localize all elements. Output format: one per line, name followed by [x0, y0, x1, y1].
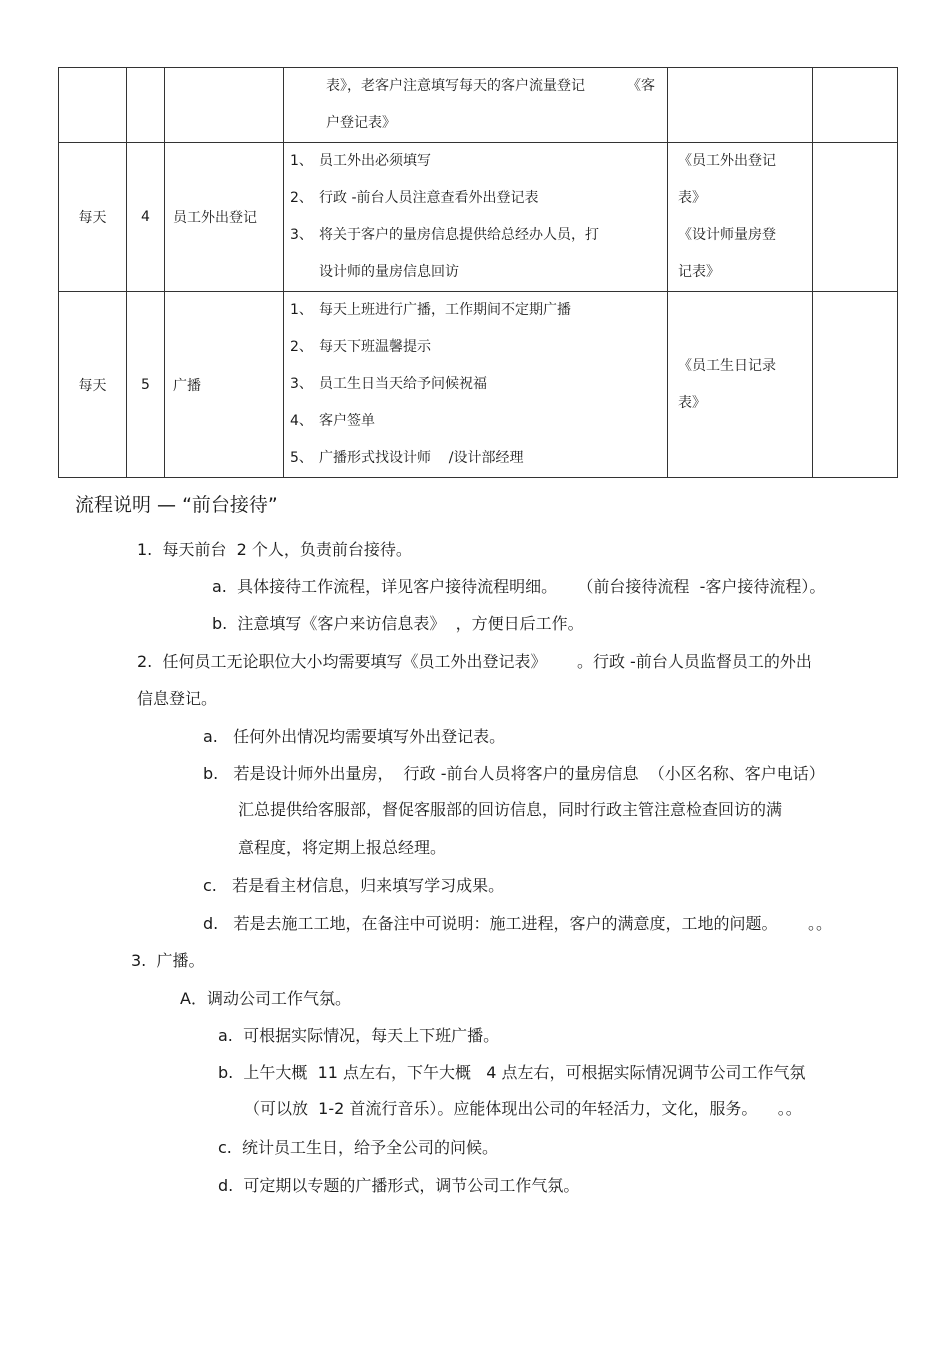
- number-cell: [127, 68, 165, 143]
- form-line: 表》: [678, 190, 706, 206]
- list-item-continuation: 意程度，将定期上报总经理。: [238, 838, 447, 857]
- list-item: 2. 任何员工无论职位大小均需要填写《员工外出登记表》 。行政 -前台人员监督员工的外出: [137, 652, 812, 671]
- schedule-table: [58, 67, 898, 478]
- list-item: a. 任何外出情况均需要填写外出登记表。: [203, 727, 506, 746]
- list-item: c. 统计员工生日，给予全公司的问候。: [218, 1138, 499, 1157]
- desc-line: 5、 广播形式找设计师 /设计部经理: [290, 450, 524, 466]
- number-cell: 5: [127, 292, 165, 478]
- list-item: b. 注意填写《客户来访信息表》 ，方便日后工作。: [212, 614, 584, 633]
- time-cell: [59, 68, 127, 143]
- form-line: 表》: [678, 394, 706, 411]
- description-cell: [284, 143, 668, 292]
- section-title: 流程说明 — “前台接待”: [75, 494, 278, 516]
- item-cell: 员工外出登记: [165, 143, 284, 292]
- list-item: d. 可定期以专题的广播形式，调节公司工作气氛。: [218, 1176, 580, 1195]
- desc-line: 设计师的量房信息回访: [319, 264, 459, 280]
- desc-line: 1、 员工外出必须填写: [290, 153, 431, 169]
- remark-cell: [813, 143, 898, 292]
- desc-line: 3、 员工生日当天给予问候祝福: [290, 376, 487, 392]
- remark-cell: [813, 68, 898, 143]
- list-item: d. 若是去施工工地，在备注中可说明：施工进程，客户的满意度，工地的问题。 。。: [203, 914, 833, 933]
- list-item-continuation: 汇总提供给客服部，督促客服部的回访信息，同时行政主管注意检查回访的满: [238, 800, 783, 819]
- list-item: a. 具体接待工作流程，详见客户接待流程明细。 （前台接待流程 -客户接待流程）。: [212, 577, 826, 596]
- item-cell: [165, 68, 284, 143]
- form-line: 《员工外出登记: [678, 153, 776, 169]
- list-item: 1. 每天前台 2 个人，负责前台接待。: [137, 540, 412, 559]
- list-item: b. 若是设计师外出量房， 行政 -前台人员将客户的量房信息 （小区名称、客户电话）: [203, 764, 825, 783]
- table-row: [59, 68, 898, 143]
- form-line: 记表》: [678, 264, 720, 280]
- desc-line: 户登记表》: [326, 115, 396, 131]
- list-item: c. 若是看主材信息，归来填写学习成果。: [203, 876, 505, 895]
- table-row: [59, 292, 898, 478]
- desc-line-tail: 《客: [627, 78, 655, 94]
- form-cell: [668, 143, 813, 292]
- list-item: A．调动公司工作气氛。: [180, 989, 351, 1008]
- list-item-continuation: （可以放 1-2 首流行音乐）。应能体现出公司的年轻活力，文化，服务。 。。: [244, 1099, 802, 1118]
- time-cell: 每天: [59, 292, 127, 478]
- desc-line: 1、 每天上班进行广播，工作期间不定期广播: [290, 302, 571, 318]
- form-cell: [668, 68, 813, 143]
- remark-cell: [813, 292, 898, 478]
- form-line: 《员工生日记录: [678, 357, 776, 374]
- desc-line: 2、 每天下班温馨提示: [290, 339, 431, 355]
- form-line: 《设计师量房登: [678, 227, 776, 243]
- list-item: 3. 广播。: [131, 951, 205, 970]
- list-item: a. 可根据实际情况，每天上下班广播。: [218, 1026, 500, 1045]
- desc-line: 2、 行政 -前台人员注意查看外出登记表: [290, 190, 539, 206]
- item-cell: 广播: [165, 292, 284, 478]
- desc-line: 3、 将关于客户的量房信息提供给总经办人员，打: [290, 227, 599, 243]
- description-cell: [284, 292, 668, 478]
- form-cell: [668, 292, 813, 478]
- number-cell: 4: [127, 143, 165, 292]
- list-item: b. 上午大概 11 点左右，下午大概 4 点左右，可根据实际情况调节公司工作气氛: [218, 1063, 806, 1082]
- desc-line: 表》，老客户注意填写每天的客户流量登记: [326, 78, 585, 94]
- table-row: [59, 143, 898, 292]
- desc-line: 4、 客户签单: [290, 413, 375, 429]
- description-cell: [284, 68, 668, 143]
- time-cell: 每天: [59, 143, 127, 292]
- list-item-continuation: 信息登记。: [137, 689, 218, 708]
